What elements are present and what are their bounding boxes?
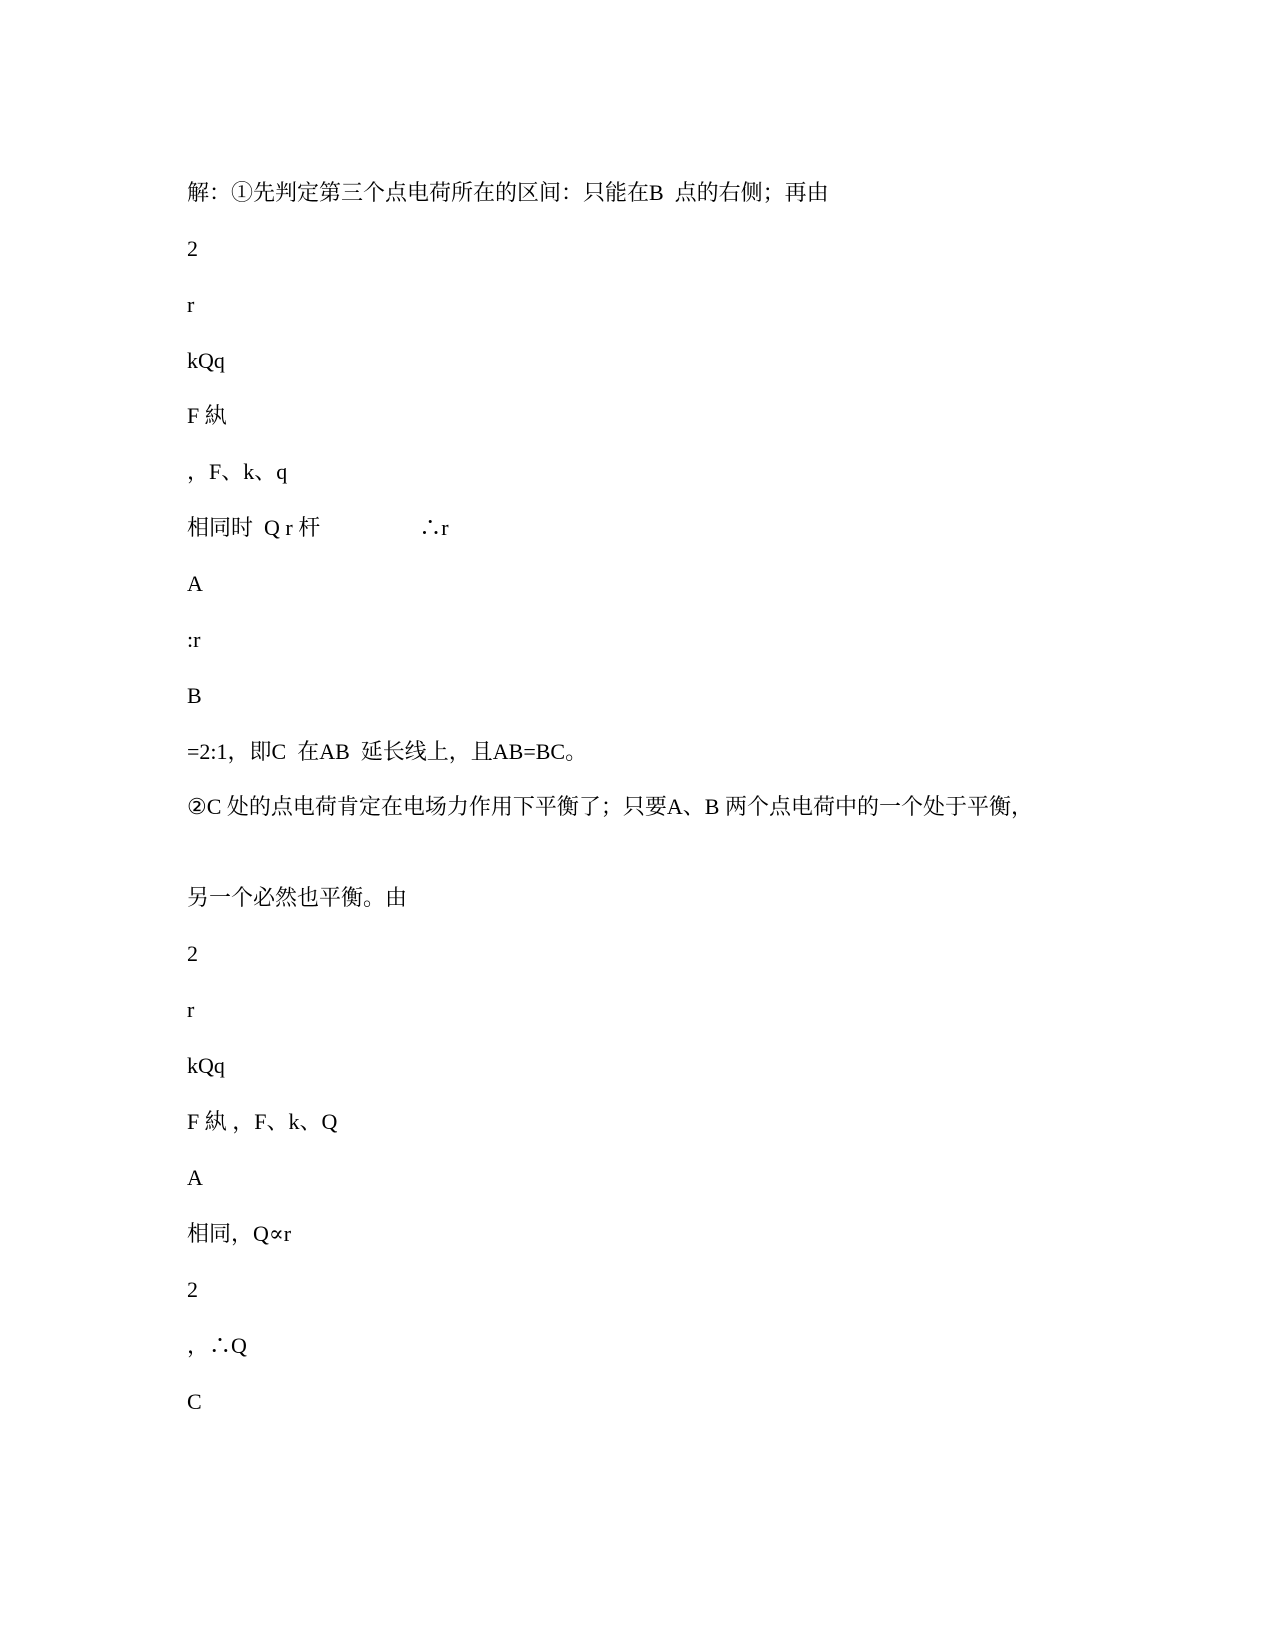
formula-fragment: ，F、k、q — [187, 459, 288, 484]
formula-subscript: A — [187, 571, 203, 596]
solution-line-part-2: ②C 处的点电荷肯定在电场力作用下平衡了；只要A、B 两个点电荷中的一个处于平衡， — [187, 794, 1033, 819]
formula-fragment: 相同时 Q r 杆 ∴r — [187, 515, 449, 540]
formula-fragment: kQq — [187, 348, 225, 373]
solution-line-conclusion-1: =2:1，即C 在AB 延长线上，且AB=BC。 — [187, 739, 588, 764]
formula-exponent: 2 — [187, 1277, 198, 1302]
formula-exponent: 2 — [187, 236, 198, 261]
formula-fragment: F 紈 — [187, 403, 227, 428]
formula-fragment: r — [187, 292, 195, 317]
formula-fragment: kQq — [187, 1053, 225, 1078]
formula-subscript: A — [187, 1165, 203, 1190]
formula-subscript: B — [187, 683, 202, 708]
formula-subscript: C — [187, 1389, 202, 1414]
formula-fragment: 相同，Q∝r — [187, 1221, 292, 1246]
formula-fragment: r — [187, 997, 195, 1022]
formula-fragment: ，∴Q — [187, 1333, 247, 1358]
solution-line-continued: 另一个必然也平衡。由 — [187, 885, 408, 910]
solution-line-intro: 解：①先判定第三个点电荷所在的区间：只能在B 点的右侧；再由 — [187, 180, 829, 205]
formula-exponent: 2 — [187, 941, 198, 966]
formula-fragment: :r — [187, 627, 201, 652]
formula-fragment: F 紈 ，F、k、Q — [187, 1109, 338, 1134]
